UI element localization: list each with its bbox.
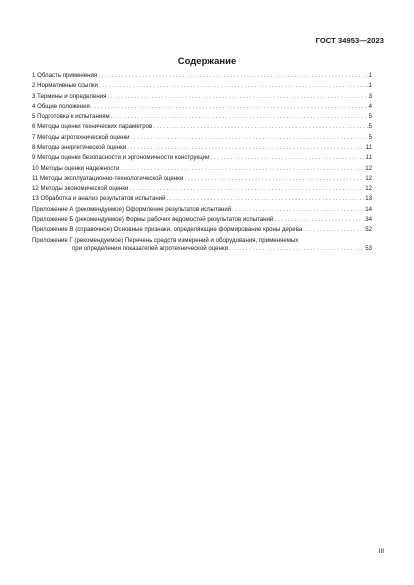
toc-entry-page: 1	[368, 82, 372, 90]
toc-entry-text: Приложение В (справочное) Основные признаки, определяющие формирование кроны дерева	[32, 226, 303, 234]
page-number: III	[378, 548, 384, 555]
toc-entry-appendix[interactable]	[32, 226, 372, 234]
toc-dot-leader	[111, 113, 368, 121]
toc-entry[interactable]	[32, 175, 372, 183]
toc-dot-leader	[232, 206, 364, 214]
toc-entry-continuation	[32, 245, 372, 253]
toc-entry-page: 34	[365, 215, 372, 223]
toc-entry-text: Приложение А (рекомендуемое) Оформление результатов испытаний	[32, 205, 232, 213]
toc-entry-page: 3	[368, 92, 372, 100]
toc-entry-text: 9 Методы оценки безопасности и эргономичности конструкции	[32, 154, 210, 162]
toc-entry-page: 1	[368, 72, 372, 79]
toc-dot-leader	[91, 103, 368, 111]
toc-entry-text: 8 Методы энергетической оценки	[32, 143, 127, 151]
toc-entry-text: 4 Общие положения	[32, 102, 90, 110]
toc-title: Содержание	[177, 56, 237, 67]
toc-entry[interactable]	[32, 72, 372, 80]
toc-entry[interactable]	[32, 185, 372, 193]
document-code: ГОСТ 34953—2023	[315, 36, 384, 45]
toc-entry-page: 52	[365, 226, 372, 234]
toc-dot-leader	[107, 93, 367, 101]
toc-dot-leader	[211, 154, 365, 162]
toc-entry-text: Приложение Г (рекомендуемое) Перечень средств измерений и оборудования, применяемых	[32, 236, 299, 244]
toc-entry[interactable]	[32, 195, 372, 203]
toc-entry[interactable]	[32, 144, 372, 152]
toc-entry-text-continued: при определении показателей агротехнической оценки	[72, 244, 228, 252]
toc-entry-text: 13 Обработка и анализ результатов испытаний	[32, 195, 166, 203]
toc-dot-leader	[127, 144, 364, 152]
toc-dot-leader	[120, 165, 364, 173]
toc-entry[interactable]	[32, 123, 372, 131]
table-of-contents	[32, 72, 372, 255]
toc-entry[interactable]	[32, 134, 372, 142]
toc-entry-text: 2 Нормативные ссылки	[32, 82, 99, 90]
toc-dot-leader	[229, 245, 364, 253]
toc-entry-page: 13	[365, 195, 372, 203]
toc-entry-page: 11	[365, 154, 372, 162]
toc-dot-leader	[274, 216, 364, 224]
toc-entry-page: 53	[365, 244, 372, 252]
toc-entry[interactable]	[32, 82, 372, 90]
toc-entry-text: 7 Методы агротехнической оценки	[32, 133, 130, 141]
toc-dot-leader	[303, 226, 364, 234]
toc-entry-text: 3 Термины и определения	[32, 92, 107, 100]
toc-entry-page: 12	[365, 174, 372, 182]
toc-dot-leader	[98, 72, 367, 80]
toc-entry-text: 11 Методы эксплуатационно-технологической оценки	[32, 174, 184, 182]
toc-entry[interactable]	[32, 154, 372, 162]
toc-entry-page: 12	[365, 164, 372, 172]
toc-entry-text: 5 Подготовка к испытаниям	[32, 113, 110, 121]
toc-entry-appendix[interactable]	[32, 206, 372, 214]
toc-entry-appendix[interactable]	[32, 237, 372, 253]
toc-entry-text: 10 Методы оценки надежности	[32, 164, 120, 172]
toc-entry-appendix[interactable]	[32, 216, 372, 224]
toc-entry-page: 4	[368, 102, 372, 110]
toc-dot-leader	[99, 82, 368, 90]
toc-dot-leader	[129, 185, 364, 193]
toc-entry[interactable]	[32, 93, 372, 101]
toc-dot-leader	[131, 134, 368, 142]
toc-entry-page: 11	[365, 143, 372, 151]
toc-entry-page: 5	[368, 123, 372, 131]
toc-entry-page: 14	[365, 205, 372, 213]
toc-dot-leader	[153, 123, 367, 131]
toc-entry-page: 5	[368, 133, 372, 141]
toc-entry[interactable]	[32, 113, 372, 121]
toc-dot-leader	[184, 175, 364, 183]
toc-entry[interactable]	[32, 165, 372, 173]
toc-entry[interactable]	[32, 103, 372, 111]
toc-entry-page: 12	[365, 185, 372, 193]
toc-entry-text: Приложение Б (рекомендуемое) Формы рабочих ведомостей результатов испытаний	[32, 215, 274, 223]
toc-entry-text: 1 Область применения	[32, 72, 98, 79]
toc-entry-text: 12 Методы экономической оценки	[32, 185, 129, 193]
toc-dot-leader	[167, 195, 365, 203]
toc-entry-text: 6 Методы оценки технических параметров	[32, 123, 153, 131]
toc-entry-page: 5	[368, 113, 372, 121]
